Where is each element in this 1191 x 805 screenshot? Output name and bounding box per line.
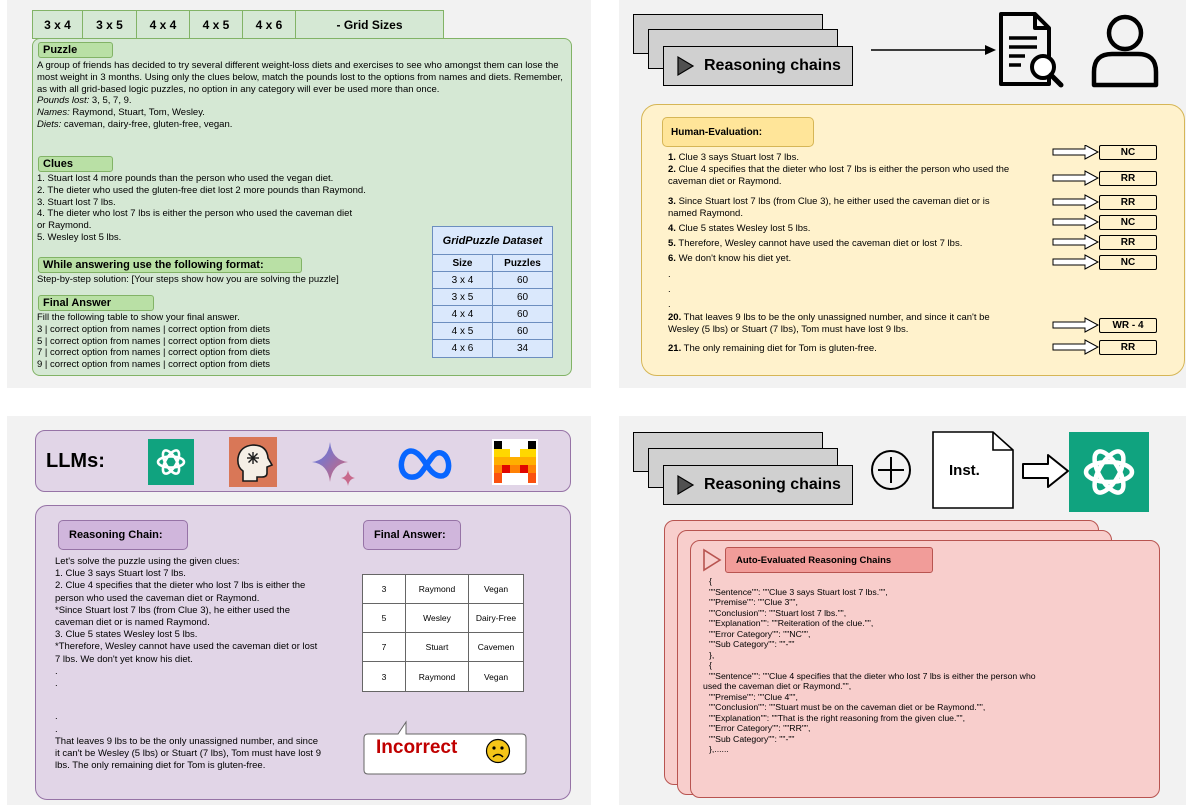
json-line: ""Sub Category"": ""-"" xyxy=(709,733,795,744)
final-line: 5 | correct option from names | correct option from diets xyxy=(37,335,271,347)
tab-4x6[interactable]: 4 x 6 xyxy=(243,11,296,38)
chain-line: 2. Clue 4 specifies that the dieter who lost 7 lbs is either the xyxy=(55,580,306,592)
chain-line: 7 lbs. We don't yet know his diet. xyxy=(55,653,193,665)
error-tag: WR - 4 xyxy=(1099,318,1157,333)
chain-line: That leaves 9 lbs to be the only unassigned number, and since xyxy=(55,736,319,747)
llm-panel xyxy=(7,416,591,805)
final-answer-table xyxy=(362,574,524,692)
format-heading: While answering use the following format: xyxy=(38,257,302,273)
mistral-icon xyxy=(492,439,538,485)
clue-line: or Raymond. xyxy=(37,220,92,232)
arrow-right-icon xyxy=(869,40,999,60)
reasoning-chain-text xyxy=(55,556,317,690)
pounds-line xyxy=(37,95,567,107)
final-answer-heading: Final Answer xyxy=(38,295,154,311)
clue-line: 1. Stuart lost 4 more pounds than the person who used the vegan diet. xyxy=(37,173,334,184)
json-line: { xyxy=(709,576,712,586)
final-answer-lines xyxy=(37,312,270,371)
meta-icon xyxy=(397,446,453,480)
format-text: Step-by-step solution: [Your steps show how you are solving the puzzle] xyxy=(37,274,339,285)
eval-step: 21. The only remaining diet for Tom is gluten-free. xyxy=(668,343,877,354)
final-line: 7 | correct option from names | correct option from diets xyxy=(37,347,271,359)
json-line: ""Sub Category"": ""-"" xyxy=(709,639,795,649)
dataset-title: GridPuzzle Dataset xyxy=(433,227,552,255)
chain-line: caveman diet or is named Raymond. xyxy=(55,617,210,629)
error-tag: RR xyxy=(1099,171,1157,186)
json-output xyxy=(703,576,1036,755)
eval-step: 1. Clue 3 says Stuart lost 7 lbs. xyxy=(668,152,799,163)
table-row: 7 Stuart Cavemen xyxy=(363,633,523,662)
plus-circle-icon xyxy=(869,448,913,492)
ellipsis-dot: . xyxy=(668,299,671,310)
openai-icon xyxy=(148,439,194,485)
final-line: 9 | correct option from names | correct option from diets xyxy=(37,359,271,371)
cell-puzzles: 60 xyxy=(516,325,529,337)
hollow-arrow-icon xyxy=(1021,452,1071,490)
claude-icon xyxy=(229,437,277,487)
ellipsis-dot: . xyxy=(668,284,671,295)
auto-eval-heading: Auto-Evaluated Reasoning Chains xyxy=(725,547,933,573)
puzzle-body xyxy=(37,60,567,131)
human-eval-panel xyxy=(619,0,1186,388)
ellipsis-dot: . xyxy=(55,711,58,722)
auto-eval-panel xyxy=(619,416,1186,805)
clue-line: 3. Stuart lost 7 lbs. xyxy=(37,196,116,208)
json-line: ""Conclusion"": ""Stuart must be on the caveman diet or be Raymond."", xyxy=(709,702,986,712)
table-row: 3 Raymond Vegan xyxy=(363,662,523,691)
tab-3x5[interactable]: 3 x 5 xyxy=(83,11,137,38)
json-line: ""Explanation"": ""Reiteration of the clue."", xyxy=(709,618,874,628)
json-line: { xyxy=(709,660,712,670)
diets-value: caveman, dairy-free, gluten-free, vegan. xyxy=(61,118,233,130)
json-line: ""Sentence"": ""Clue 3 says Stuart lost 7 lbs."", xyxy=(709,586,888,597)
cell-puzzles: 60 xyxy=(516,308,529,320)
chain-line: it can't be Wesley (5 lbs) or Stuart (7 lbs), Tom must have lost 9 xyxy=(55,748,321,760)
error-tag: NC xyxy=(1099,215,1157,230)
json-line: ""Explanation"": ""That is the right reasoning from the given clue."", xyxy=(709,712,965,723)
clues-list xyxy=(37,173,366,244)
error-tag: NC xyxy=(1099,145,1157,160)
chain-line: 1. Clue 3 says Stuart lost 7 lbs. xyxy=(55,568,186,580)
table-row xyxy=(433,272,552,289)
clue-line: 2. The dieter who used the gluten-free diet lost 2 more pounds than Raymond. xyxy=(37,184,366,196)
human-evaluation-heading: Human-Evaluation: xyxy=(662,117,814,147)
ellipsis-dot: . xyxy=(55,724,58,735)
puzzle-heading: Puzzle xyxy=(38,42,113,58)
gemini-icon xyxy=(310,440,358,488)
names-label: Names: xyxy=(37,107,70,119)
pounds-value: 3, 5, 7, 9. xyxy=(89,95,132,107)
table-row xyxy=(433,340,552,357)
tab-4x5[interactable]: 4 x 5 xyxy=(190,11,243,38)
final-line: 3 | correct option from names | correct option from diets xyxy=(37,323,271,335)
chain-line: lbs. The only remaining diet for Tom is gluten-free. xyxy=(55,760,266,772)
cell-size: 4 x 5 xyxy=(433,323,493,339)
chain-line: Let's solve the puzzle using the given clues: xyxy=(55,556,240,567)
human-evaluation-card xyxy=(641,104,1185,376)
json-line: ""Sentence"": ""Clue 4 specifies that the dieter who lost 7 lbs is either the person who xyxy=(709,670,1036,681)
ellipsis-dot: . xyxy=(55,665,58,677)
cell-puzzles: 60 xyxy=(516,291,529,303)
json-line: },...... xyxy=(709,744,729,754)
diets-label: Diets: xyxy=(37,118,62,130)
chain-line: 3. Clue 5 states Wesley lost 5 lbs. xyxy=(55,629,198,641)
table-row: 3 Raymond Vegan xyxy=(363,575,523,604)
json-line: used the caveman diet or Raymond."", xyxy=(703,681,852,691)
inst-label: Inst. xyxy=(949,462,980,479)
json-line: ""Error Category"": ""NC"", xyxy=(709,628,811,639)
eval-step: 4. Clue 5 states Wesley lost 5 lbs. xyxy=(668,223,811,234)
tab-3x4[interactable]: 3 x 4 xyxy=(33,11,83,38)
reasoning-chains-label: Reasoning chains xyxy=(704,476,841,493)
table-row xyxy=(433,323,552,340)
llms-card xyxy=(35,430,571,492)
play-triangle-icon xyxy=(664,46,704,86)
reasoning-chain-heading: Reasoning Chain: xyxy=(58,520,188,550)
cell-size: 3 x 4 xyxy=(433,272,493,288)
tag-arrows xyxy=(1051,145,1101,365)
error-tag: RR xyxy=(1099,195,1157,210)
header-size: Size xyxy=(433,255,493,271)
ellipsis-dot: . xyxy=(55,678,58,690)
eval-step: 2. Clue 4 specifies that the dieter who lost 7 lbs is either the person who used the caveman diet or Raymond. xyxy=(668,164,1010,188)
final-line: Fill the following table to show your final answer. xyxy=(37,312,240,323)
verdict-label: Incorrect xyxy=(376,737,458,758)
names-value: Raymond, Stuart, Tom, Wesley. xyxy=(69,107,205,119)
json-line: }, xyxy=(709,649,715,660)
cell-puzzles: 60 xyxy=(516,274,529,286)
eval-step: 20. That leaves 9 lbs to be the only unassigned number, and since it can't be Wesley (5 lbs) or Stuart (7 lbs), Tom must have lost 9 lbs. xyxy=(668,312,990,336)
reasoning-chain-end xyxy=(55,736,321,773)
table-row xyxy=(433,289,552,306)
person-icon xyxy=(1085,12,1165,88)
document-search-icon xyxy=(991,10,1071,90)
json-line: ""Error Category"": ""RR"", xyxy=(709,723,811,733)
sad-face-icon xyxy=(485,738,511,764)
table-row: 5 Wesley Dairy-Free xyxy=(363,604,523,633)
play-triangle-icon xyxy=(701,547,723,573)
eval-step: 3. Since Stuart lost 7 lbs (from Clue 3), he either used the caveman diet or is named Raymond. xyxy=(668,196,990,220)
tab-grid-sizes: - Grid Sizes xyxy=(336,17,403,32)
chain-line: person who used the caveman diet or Raymond. xyxy=(55,592,260,604)
clues-heading: Clues xyxy=(38,156,113,172)
diets-line xyxy=(37,119,567,131)
cell-size: 3 x 5 xyxy=(433,289,493,305)
reasoning-card-front xyxy=(663,465,853,505)
puzzle-description: A group of friends has decided to try several different weight-loss diets and exercises to see who amongst them can lose the most weight in 3 months. Using only the clues below, match the pounds lost to the options from names and diets. Remember, as with all grid-based logic puzzles, no option in any category will ever be used more than once. xyxy=(37,60,563,95)
eval-step: 6. We don't know his diet yet. xyxy=(668,253,792,264)
table-header-row xyxy=(433,255,552,272)
json-line: ""Conclusion"": ""Stuart lost 7 lbs."", xyxy=(709,607,847,618)
final-answer-heading: Final Answer: xyxy=(363,520,461,550)
ellipsis-dot: . xyxy=(668,269,671,280)
eval-step: 5. Therefore, Wesley cannot have used the caveman diet or lost 7 lbs. xyxy=(668,238,963,249)
error-tag: RR xyxy=(1099,235,1157,250)
cell-puzzles: 34 xyxy=(516,343,529,354)
error-tag: RR xyxy=(1099,340,1157,355)
chain-line: *Since Stuart lost 7 lbs (from Clue 3), he either used the xyxy=(55,604,290,616)
error-tag: NC xyxy=(1099,255,1157,270)
json-line: ""Premise"": ""Clue 4"", xyxy=(709,691,798,702)
clue-line: 4. The dieter who lost 7 lbs is either the person who used the caveman diet xyxy=(37,208,353,220)
puzzle-panel xyxy=(7,0,591,388)
header-puzzles: Puzzles xyxy=(504,257,541,269)
gridpuzzle-dataset-table xyxy=(432,226,553,358)
cell-size: 4 x 4 xyxy=(433,306,493,322)
tab-4x4[interactable]: 4 x 4 xyxy=(137,11,190,38)
json-line: ""Premise"": ""Clue 3"", xyxy=(709,597,798,607)
reasoning-card-front xyxy=(663,46,853,86)
openai-icon xyxy=(1069,432,1149,512)
chain-line: *Therefore, Wesley cannot have used the caveman diet or lost xyxy=(55,641,318,653)
pounds-label: Pounds lost: xyxy=(37,95,90,107)
table-row xyxy=(433,306,552,323)
reasoning-chains-label: Reasoning chains xyxy=(704,57,841,74)
names-line xyxy=(37,107,567,119)
cell-size: 4 x 6 xyxy=(433,340,493,357)
clue-line: 5. Wesley lost 5 lbs. xyxy=(37,231,122,243)
grid-size-tabs xyxy=(32,10,444,39)
llms-label: LLMs: xyxy=(46,450,105,472)
play-triangle-icon xyxy=(664,465,704,505)
